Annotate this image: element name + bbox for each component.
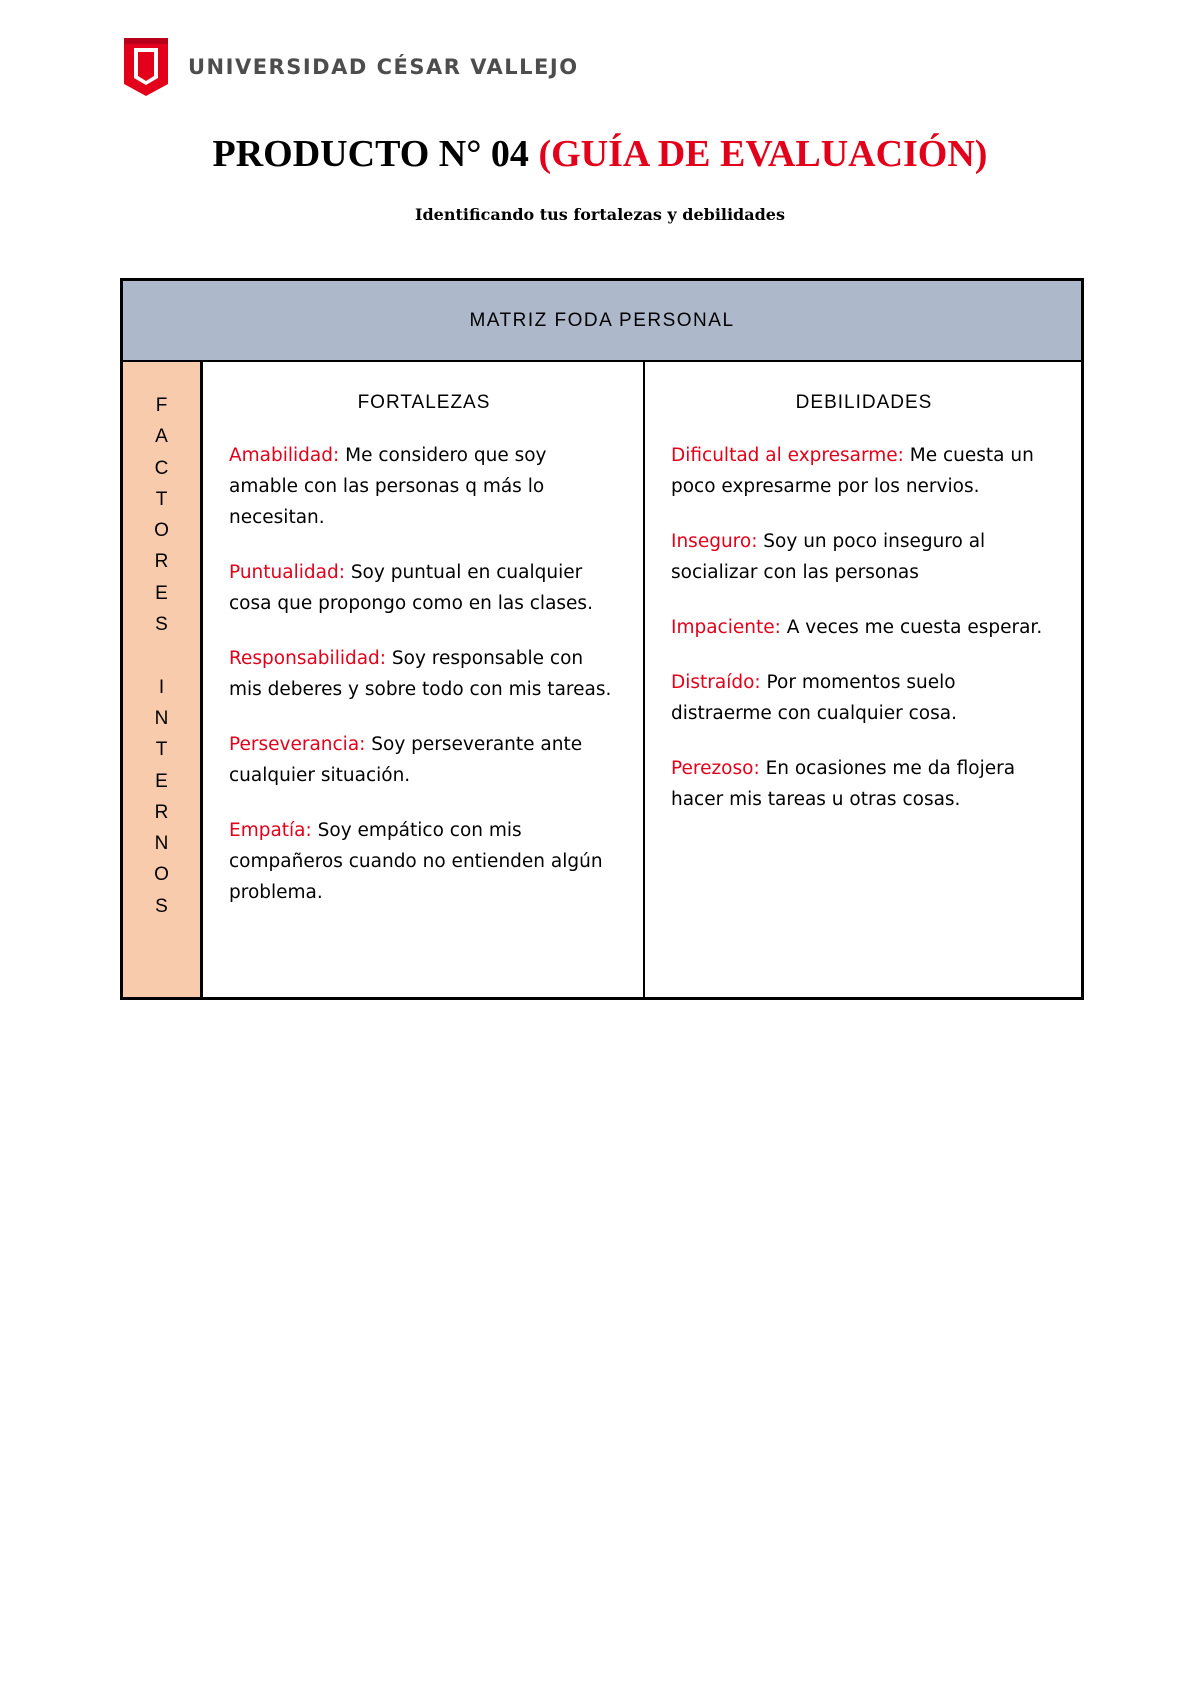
strength-text: Soy puntual en cualquier cosa que propongo como en las clases. (229, 562, 593, 614)
weakness-item (671, 440, 1057, 502)
strength-term: Amabilidad: (229, 445, 340, 466)
strengths-column (203, 362, 645, 997)
weakness-item (671, 753, 1057, 815)
title-highlight: (GUÍA DE EVALUACIÓN) (538, 133, 988, 175)
page-title (0, 130, 1200, 178)
strength-term: Puntualidad: (229, 562, 345, 583)
weakness-term: Inseguro: (671, 531, 758, 552)
side-label-cell (123, 362, 203, 997)
matrix-heading: MATRIZ FODA PERSONAL (123, 281, 1081, 362)
weakness-term: Dificultad al expresarme: (671, 445, 904, 466)
strength-text: Me considero que soy amable con las personas q más lo necesitan. (229, 445, 547, 528)
weakness-term: Perezoso: (671, 758, 760, 779)
page-subtitle: Identificando tus fortalezas y debilidades (415, 205, 785, 224)
strength-text: Soy perseverante ante cualquier situación. (229, 734, 583, 786)
weakness-text: A veces me cuesta esperar. (780, 617, 1043, 638)
strengths-heading: FORTALEZAS (357, 392, 491, 413)
strength-item (229, 729, 619, 791)
weakness-text: Por momentos suelo distraerme con cualquier cosa. (671, 672, 957, 724)
weakness-item (671, 526, 1057, 588)
strength-term: Empatía: (229, 820, 312, 841)
strength-term: Responsabilidad: (229, 648, 387, 669)
weaknesses-column (645, 362, 1081, 997)
weakness-term: Distraído: (671, 672, 761, 693)
weakness-term: Impaciente: (671, 617, 781, 638)
weakness-text: En ocasiones me da flojera hacer mis tareas u otras cosas. (671, 758, 1016, 810)
strength-item (229, 557, 619, 619)
title-prefix: PRODUCTO N° 04 (212, 133, 529, 175)
strength-item (229, 643, 619, 705)
weakness-text: Me cuesta un poco expresarme por los nervios. (671, 445, 1034, 497)
weakness-text: Soy un poco inseguro al socializar con las personas (671, 531, 986, 583)
strength-text: Soy empático con mis compañeros cuando no entienden algún problema. (229, 820, 603, 903)
strength-item (229, 440, 619, 533)
weakness-item (671, 612, 1057, 643)
weakness-item (671, 667, 1057, 729)
factores-internos-label: F A C T O R E S I N T E R N O S (154, 395, 169, 917)
weaknesses-heading: DEBILIDADES (795, 392, 933, 413)
university-logo (118, 33, 579, 99)
strength-term: Perseverancia: (229, 734, 366, 755)
ucv-shield-logo-icon (118, 34, 174, 98)
strength-text: Soy responsable con mis deberes y sobre todo con mis tareas. (229, 648, 612, 700)
university-name: UNIVERSIDAD CÉSAR VALLEJO (188, 55, 579, 79)
foda-matrix-table (120, 278, 1084, 1000)
strength-item (229, 815, 619, 908)
